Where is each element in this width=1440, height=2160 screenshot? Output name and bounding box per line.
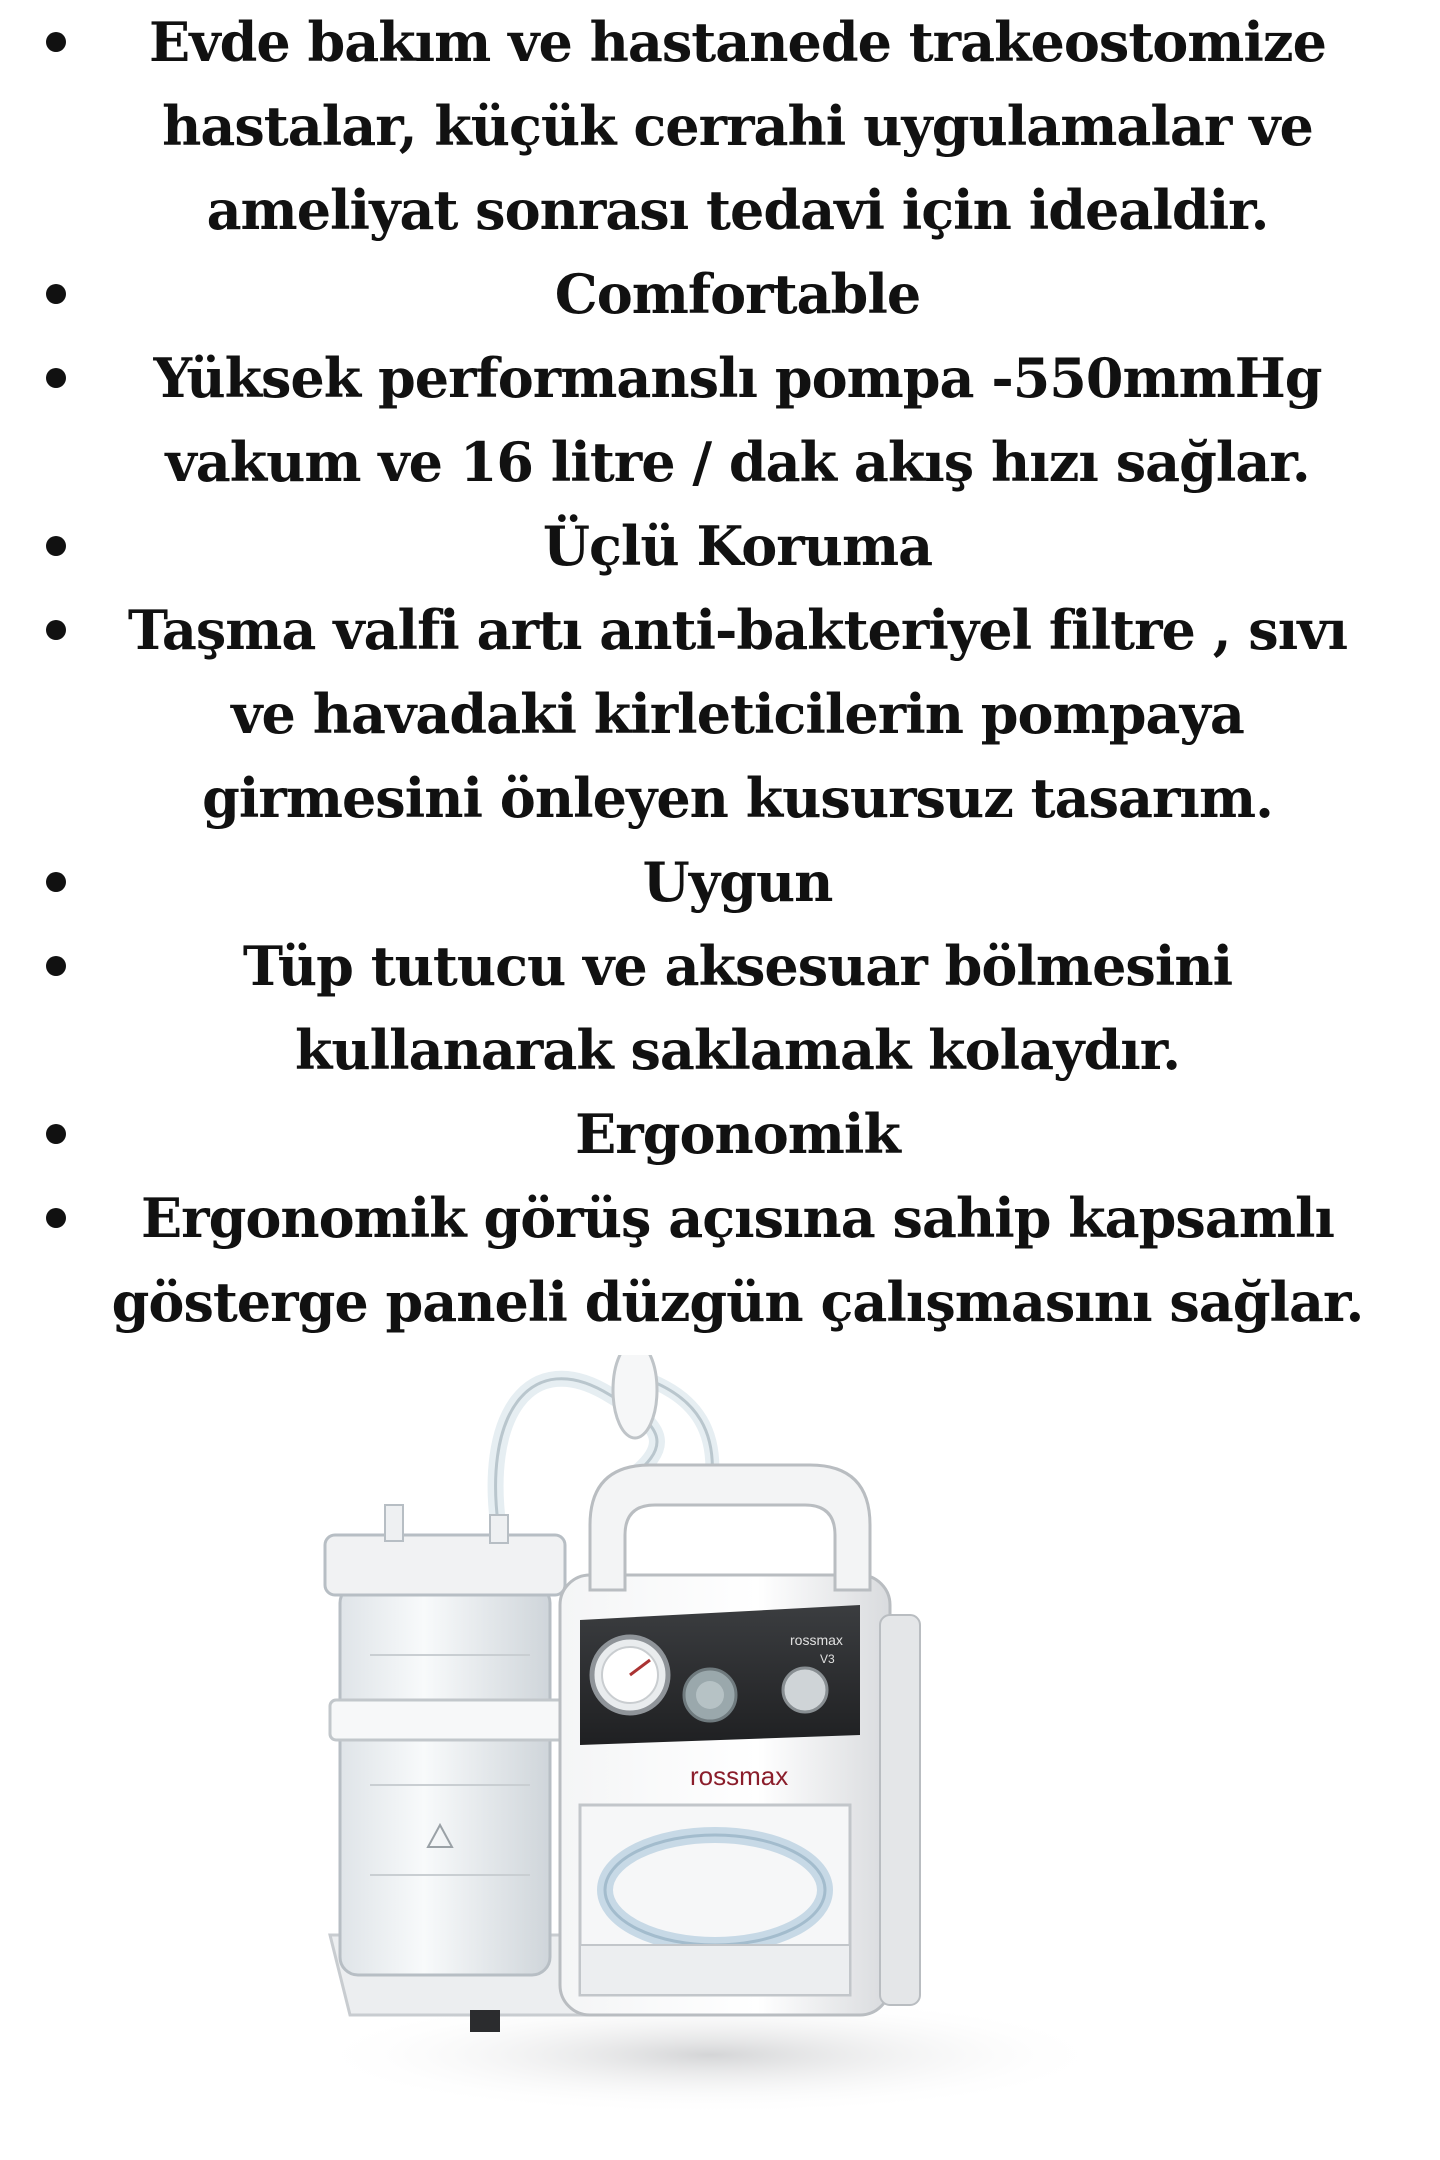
feature-item [0, 588, 1440, 840]
feature-item [0, 504, 1440, 588]
feature-text: Yüksek performanslı pompa -550mmHg vakum ve 16 litre / dak akış hızı sağlar. [153, 346, 1322, 494]
bacterial-filter [613, 1355, 657, 1438]
bullet-icon [46, 32, 66, 52]
bullet-icon [46, 1124, 66, 1144]
bullet-icon [46, 956, 66, 976]
feature-text: Ergonomik [575, 1102, 900, 1166]
feature-text: Uygun [642, 850, 833, 914]
feature-item [0, 840, 1440, 924]
bullet-icon [46, 620, 66, 640]
feature-text: Evde bakım ve hastanede trakeostomize hastalar, küçük cerrahi uygulamalar ve ameliyat sonrası tedavi için idealdir. [149, 10, 1326, 242]
jar-holder-band [330, 1700, 580, 1740]
bullet-icon [46, 368, 66, 388]
jar-port [385, 1505, 403, 1541]
side-panel [880, 1615, 920, 2005]
feature-text: Tüp tutucu ve aksesuar bölmesini kullanarak saklamak kolaydır. [242, 934, 1233, 1082]
feature-item [0, 1092, 1440, 1176]
jar-body [340, 1585, 550, 1975]
jar-port [490, 1515, 508, 1543]
suction-device-illustration [290, 1355, 1130, 2135]
jar-lid [325, 1535, 565, 1595]
suction-device-image [290, 1355, 1130, 2135]
base-foot [470, 2010, 500, 2032]
panel-model-label: V3 [820, 1652, 835, 1666]
panel-brand-label: rossmax [790, 1632, 843, 1648]
carry-handle [590, 1465, 870, 1590]
feature-item [0, 252, 1440, 336]
power-button[interactable] [783, 1668, 827, 1712]
feature-item [0, 336, 1440, 504]
bullet-icon [46, 872, 66, 892]
feature-text: Comfortable [554, 262, 921, 326]
bullet-icon [46, 1208, 66, 1228]
feature-item [0, 924, 1440, 1092]
feature-item [0, 0, 1440, 252]
feature-text: Üçlü Koruma [542, 514, 933, 578]
bullet-icon [46, 536, 66, 556]
brand-label: rossmax [690, 1761, 789, 1791]
bullet-icon [46, 284, 66, 304]
feature-text: Ergonomik görüş açısına sahip kapsamlı gösterge paneli düzgün çalışmasını sağlar. [111, 1186, 1364, 1334]
feature-item [0, 1176, 1440, 1344]
feature-text: Taşma valfi artı anti-bakteriyel filtre , sıvı ve havadaki kirleticilerin pompaya girmesini önleyen kusursuz tasarım. [127, 598, 1348, 830]
